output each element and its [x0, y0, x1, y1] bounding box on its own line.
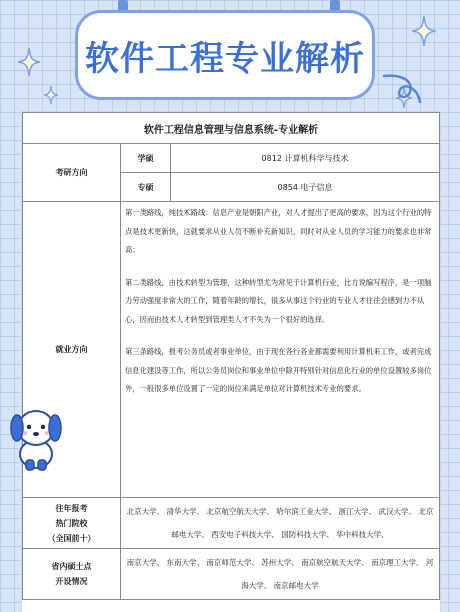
- research-row-academic: [23, 144, 440, 173]
- hot-schools-label-line: 热门院校: [55, 518, 88, 528]
- province-programs-label: [23, 549, 121, 600]
- document-title: 软件工程信息管理与信息系统-专业解析: [23, 113, 440, 144]
- hot-schools-label-line: 往年报考: [55, 503, 88, 513]
- hot-schools-label-line: （全国前十）: [47, 533, 96, 543]
- sparkle-icon: [412, 16, 436, 46]
- professional-degree-label: 专硕: [121, 173, 171, 202]
- hot-schools-list: 北京大学、 清华大学、 北京航空航天大学、 哈尔滨工业大学、 浙江大学、 武汉大学、 北京邮电大学、 西安电子科技大学、 国防科技大学、 华中科技大学、: [121, 498, 440, 549]
- hot-schools-label: [23, 498, 121, 549]
- province-programs-list: 南京大学、 东南大学、 南京师范大学、 苏州大学、 南京航空航天大学、 南京理工大学、 河海大学、 南京邮电大学: [121, 549, 440, 600]
- province-row: [23, 549, 440, 600]
- professional-degree-value: 0854 电子信息: [171, 173, 440, 202]
- title-banner: [75, 10, 375, 100]
- province-label-line: 开设情况: [55, 577, 88, 586]
- employment-paragraph: 第一类路线，纯技术路线：信息产业是朝阳产业，对人才提出了更高的要求，因为这个行业的特点是技术更新快，这就要求从业人员不断补充新知识，同时对从业人员的学习能力的要求也非常高；: [125, 208, 432, 254]
- employment-paragraph: 第三条路线，报考公务员或者事业单位，由于现在各行各业都需要利用计算机来工作，或者完成信息化建设等工作，所以公务员岗位和事业单位中除开特别针对信息化行业的单位设置较多岗位外，一般很多单位设置了一定的岗位来满足单位对计算机技术专业的要求。: [125, 347, 432, 393]
- employment-paragraph: 第二类路线，由技术转型为管理，这种转型尤为常见于计算机行业，比方说编写程序，是一项脑力劳动强度非常大的工作，随着年龄的增长，很多从事这个行业的专业人才往往会感到力不从心，因而由技术人才转型到管理类人才不失为一个很好的选择。: [125, 277, 432, 324]
- analysis-table: [22, 112, 440, 600]
- table-title-row: [23, 113, 440, 144]
- research-direction-label: 考研方向: [23, 144, 121, 202]
- sparkle-icon: [44, 86, 58, 104]
- swirl-decoration-icon: [380, 70, 424, 114]
- employment-direction-label: 就业方向: [23, 202, 121, 498]
- employment-row: [23, 202, 440, 498]
- province-label-line: 省内硕士点: [51, 562, 92, 571]
- academic-degree-label: 学硕: [121, 144, 171, 173]
- academic-degree-value: 0812 计算机科学与技术: [171, 144, 440, 173]
- employment-direction-content: [121, 202, 440, 498]
- page-title: 软件工程专业解析: [85, 38, 365, 79]
- sparkle-icon: [18, 48, 40, 76]
- puppy-mascot-icon: [8, 402, 64, 474]
- document-sheet: [22, 112, 440, 612]
- hot-schools-row: [23, 498, 440, 549]
